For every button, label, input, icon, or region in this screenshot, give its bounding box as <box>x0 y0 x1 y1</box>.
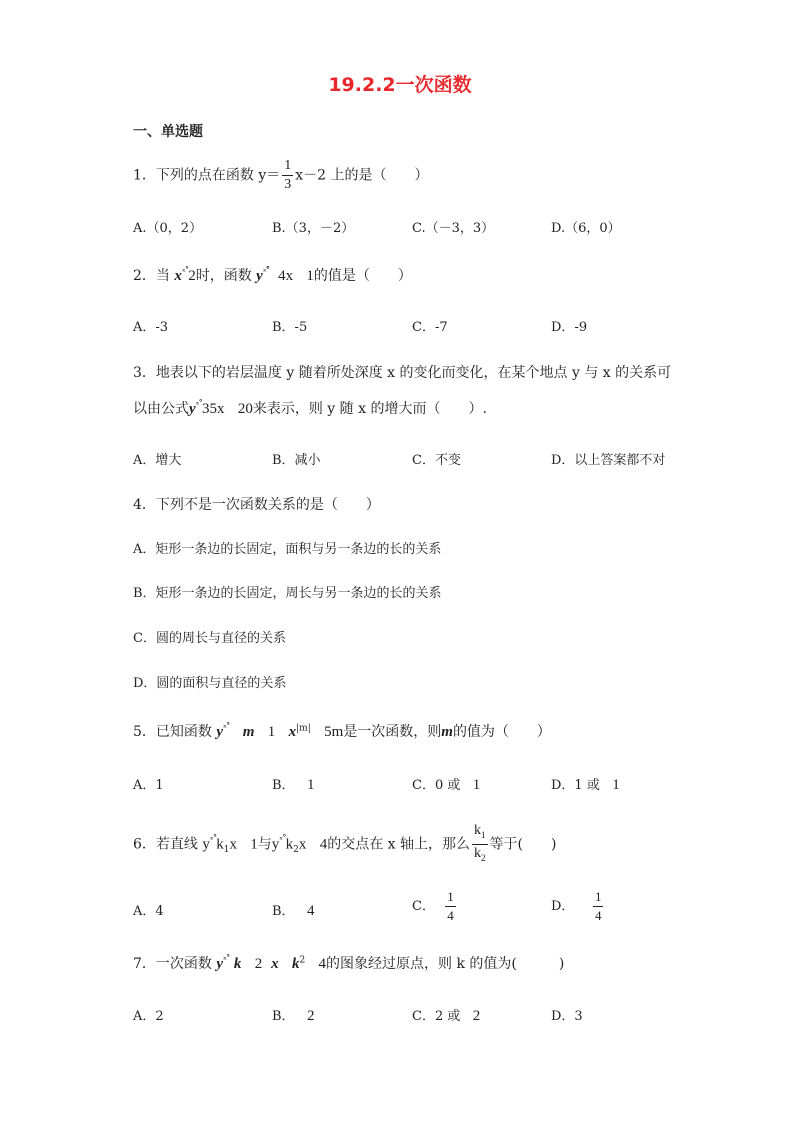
q6-glyph-2: ˣ˚ <box>279 835 286 846</box>
q1-fraction <box>282 157 293 194</box>
q6-option-d <box>551 888 605 925</box>
q6-option-d-fraction <box>593 888 604 925</box>
question-2 <box>133 265 412 285</box>
q2-value: 2 <box>188 268 196 284</box>
q5-text-c: 的值为（ ） <box>452 724 551 740</box>
q6-k1-sub: 1 <box>223 845 230 856</box>
q6-option-a: A．4 <box>133 904 164 919</box>
q6-var-y-1: y <box>202 836 210 853</box>
q6-const-1: 1 <box>250 836 258 853</box>
q6-fraction-num-k: k <box>474 823 482 838</box>
q3-text-b: 来表示，则 y 随 x 的增大而（ ）. <box>252 401 487 417</box>
q7-option-c <box>412 1005 480 1025</box>
q2-var-y: y <box>256 268 263 284</box>
q2-option-b: B．-5 <box>272 320 308 335</box>
q6-text-a: 6．若直线 <box>133 836 198 853</box>
q2-option-c: C．-7 <box>412 320 448 335</box>
q7-var-y: y <box>216 956 224 972</box>
q5-term: 5m <box>324 724 344 740</box>
q2-glyph-2: ˣ˚̊ <box>262 267 270 278</box>
q6-fraction-den-k: k <box>474 845 482 861</box>
q6-var-x-2: x <box>298 836 307 853</box>
q6-var-x-1: x <box>229 836 237 853</box>
q6-option-d-label: D． <box>551 899 575 914</box>
q2-option-d: D．-9 <box>551 320 588 335</box>
q7-two: 2 <box>254 956 263 972</box>
q6-option-b-value: 4 <box>306 903 315 919</box>
q7-var-k-2: k <box>291 956 300 972</box>
question-6 <box>133 822 556 867</box>
q5-option-d <box>551 774 620 794</box>
question-7 <box>133 953 564 973</box>
q6-fraction-num <box>472 822 488 845</box>
q5-text-b: 是一次函数，则 <box>343 724 442 740</box>
q7-option-b-label: B． <box>272 1009 295 1024</box>
q5-option-a: A．1 <box>133 778 164 793</box>
q6-k2: k <box>285 836 294 853</box>
page-title: 19.2.2一次函数 <box>328 74 472 96</box>
q6-fraction-den-sub: 2 <box>481 852 486 863</box>
section-heading: 一、单选题 <box>133 124 203 140</box>
q3-glyph: ˣ˚ <box>195 400 202 411</box>
q6-option-b-label: B． <box>272 904 295 919</box>
q1-option-a: A.（0，2） <box>133 221 203 236</box>
q5-exponent: |m| <box>296 723 311 734</box>
q2-text-b: 时，函数 <box>195 268 252 284</box>
q6-option-c-fraction <box>445 888 456 925</box>
q5-var-m: m <box>242 724 255 740</box>
question-3-line-2 <box>133 398 487 418</box>
question-5 <box>133 721 551 741</box>
q2-option-a: A．-3 <box>133 320 169 335</box>
q6-option-b <box>272 900 314 920</box>
q5-option-c-value: 1 <box>472 777 481 793</box>
q7-four: 4 <box>318 956 327 972</box>
q3-const: 20 <box>237 401 253 417</box>
q7-option-b-value: 2 <box>306 1008 315 1024</box>
q5-option-b <box>272 774 314 794</box>
q5-var-y: y <box>216 724 224 740</box>
question-3-line-1: 3．地表以下的岩层温度 y 随着所处深度 x 的变化而变化，在某个地点 y 与 x 的关系可 <box>133 365 672 381</box>
q1-text-b: x－2 上的是（ ） <box>295 167 429 184</box>
q1-option-b: B.（3，－2） <box>272 221 355 236</box>
q3-option-b: B．减小 <box>272 453 321 468</box>
q7-var-k: k <box>233 956 242 972</box>
q5-var-m-2: m <box>441 724 453 740</box>
q7-glyph: ˣ˚ <box>223 955 230 966</box>
q3-option-c: C．不变 <box>412 453 461 468</box>
q4-option-d: D．圆的面积与直径的关系 <box>133 676 287 691</box>
q3-expr: 35x <box>202 401 225 417</box>
q6-option-d-den: 4 <box>594 908 602 923</box>
q5-var-x: x <box>288 724 297 740</box>
q7-var-x: x <box>271 956 279 972</box>
question-4: 4．下列不是一次函数关系的是（ ） <box>133 497 380 513</box>
q6-text-c: 等于( ) <box>489 836 557 853</box>
q5-glyph: ˣ˚ <box>223 723 230 734</box>
q1-text-a: 1．下列的点在函数 y＝ <box>133 167 281 184</box>
q6-fraction <box>472 822 488 867</box>
q6-option-c-num: 1 <box>445 888 456 907</box>
q2-glyph-1: ˣ˚ <box>181 267 189 278</box>
q7-option-b <box>272 1005 314 1025</box>
q2-var-x: x <box>174 268 182 284</box>
q7-text-b: 的图象经过原点，则 k 的值为( ) <box>326 956 565 972</box>
q3-text-a: 以由公式 <box>133 401 189 417</box>
q5-text-a: 5．已知函数 <box>133 724 212 740</box>
q2-expr: 4x <box>278 268 294 284</box>
q5-option-c-label: C．0 或 <box>412 778 461 793</box>
q1-option-d: D.（6，0） <box>551 221 621 236</box>
q2-const: 1 <box>306 268 314 284</box>
q7-option-c-value: 2 <box>472 1008 481 1024</box>
q6-option-c-label: C． <box>412 899 435 914</box>
q7-text-a: 7．一次函数 <box>133 956 212 972</box>
q4-option-a: A．矩形一条边的长固定，面积与另一条边的长的关系 <box>133 542 442 557</box>
q5-option-c <box>412 774 480 794</box>
q6-fraction-num-sub: 1 <box>481 829 486 840</box>
q5-one: 1 <box>267 724 276 740</box>
q6-glyph-1: ˣ˚ <box>209 835 217 846</box>
q6-option-d-num: 1 <box>593 888 604 907</box>
q6-text-b: 的交点在 x 轴上，那么 <box>327 836 471 853</box>
q3-option-d: D．以上答案都不对 <box>551 453 666 468</box>
q6-var-y-2: y <box>271 836 280 853</box>
q1-fraction-den: 3 <box>284 177 292 192</box>
question-1 <box>133 157 429 194</box>
q4-option-b: B．矩形一条边的长固定，周长与另一条边的长的关系 <box>133 586 442 601</box>
q6-k1: k <box>216 836 224 853</box>
q6-k2-sub: 2 <box>293 845 299 856</box>
q5-option-d-value: 1 <box>612 777 620 793</box>
q7-exponent: 2 <box>299 955 306 966</box>
q2-text-e: 的值是（ ） <box>313 268 412 284</box>
q7-option-d: D．3 <box>551 1009 583 1024</box>
q3-option-a: A．增大 <box>133 453 182 468</box>
q6-option-c-den: 4 <box>447 908 454 923</box>
q6-text-mid: 与 <box>257 836 272 853</box>
q7-option-a: A．2 <box>133 1009 164 1024</box>
q3-var-y: y <box>189 401 196 417</box>
q6-const-2: 4 <box>319 836 328 853</box>
q6-fraction-den <box>472 845 488 867</box>
q5-option-b-value: 1 <box>306 777 315 793</box>
q4-option-c: C．圆的周长与直径的关系 <box>133 631 286 646</box>
q1-fraction-num: 1 <box>282 157 293 176</box>
q1-option-c: C.（－3，3） <box>412 221 495 236</box>
q6-option-c <box>412 888 458 925</box>
q5-option-d-label: D．1 或 <box>551 778 600 793</box>
q2-text-a: 2．当 <box>133 268 170 284</box>
q7-option-c-label: C．2 或 <box>412 1009 461 1024</box>
q5-option-b-label: B． <box>272 778 295 793</box>
